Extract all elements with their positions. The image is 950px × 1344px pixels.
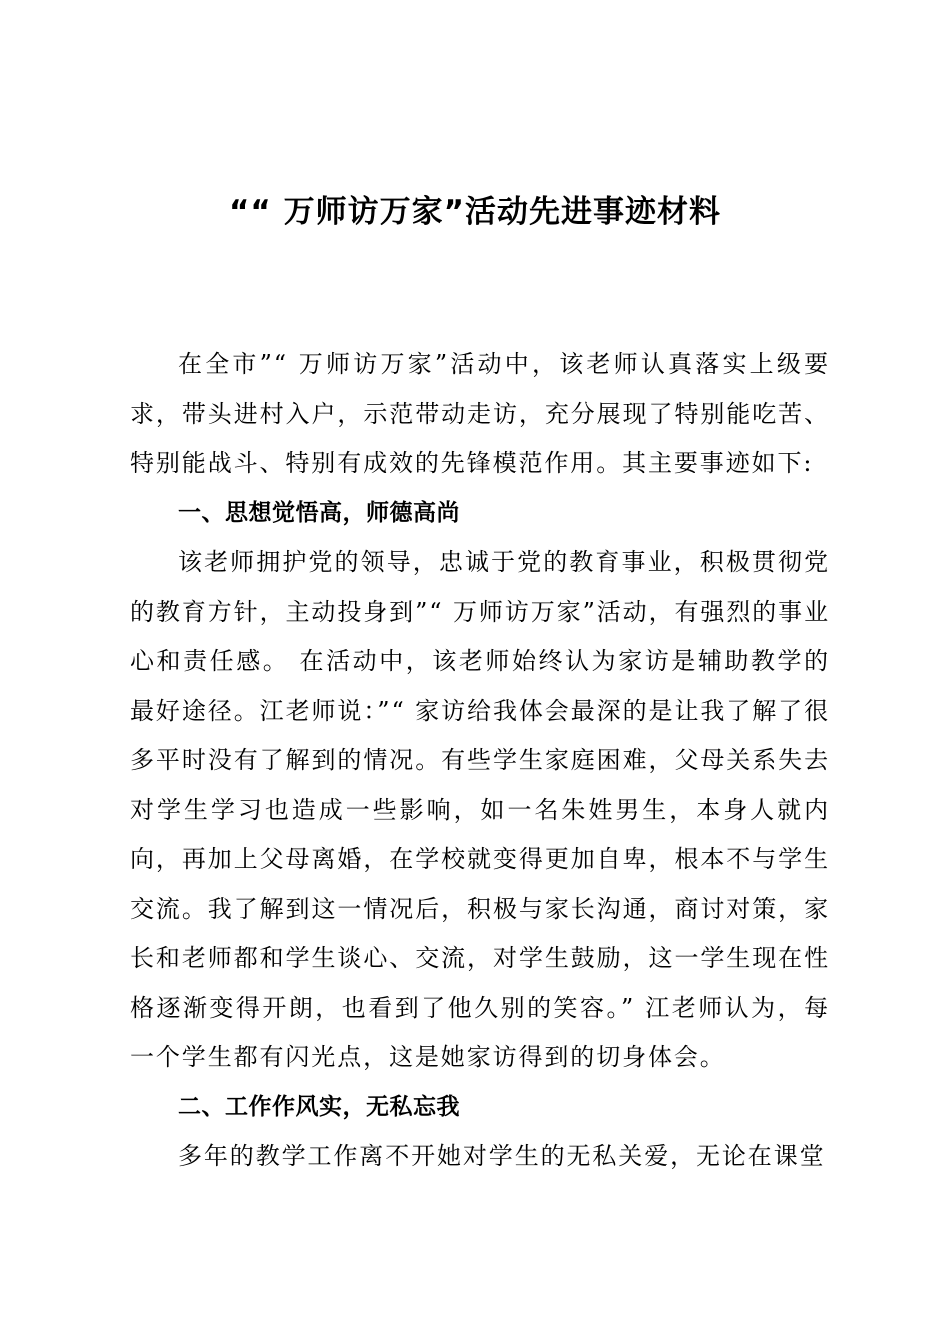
section-1-paragraph: 该老师拥护党的领导，忠诚于党的教育事业，积极贯彻党的教育方针，主动投身到”“ 万师访万家”活动，有强烈的事业心和责任感。 在活动中，该老师始终认为家访是辅助教学的最好途径。江老师说：”“ 家访给我体会最深的是让我了解了很多平时没有了解到的情况。有些学生家庭困难，父母关系失去对学生学习也造成一些影响，如一名朱姓男生，本身人就内向，再加上父母离婚，在学校就变得更加自卑，根本不与学生交流。我了解到这一情况后，积极与家长沟通，商讨对策，家长和老师都和学生谈心、交流，对学生鼓励，这一学生现在性格逐渐变得开朗，也看到了他久别的笑容。” 江老师认为，每一个学生都有闪光点，这是她家访得到的切身体会。 bbox=[130, 548, 830, 1071]
document-body bbox=[130, 340, 830, 1182]
intro-paragraph: 在全市”“ 万师访万家”活动中，该老师认真落实上级要求，带头进村入户，示范带动走访，充分展现了特别能吃苦、特别能战斗、特别有成效的先锋模范作用。其主要事迹如下: bbox=[130, 350, 830, 477]
section-heading-1: 一、思想觉悟高，师德高尚 bbox=[178, 499, 460, 526]
section-heading-2: 二、工作作风实，无私忘我 bbox=[178, 1093, 460, 1120]
document-title: ““ 万师访万家”活动先进事迹材料 bbox=[229, 194, 721, 230]
section-2-paragraph: 多年的教学工作离不开她对学生的无私关爱，无论在课堂 bbox=[178, 1142, 826, 1170]
